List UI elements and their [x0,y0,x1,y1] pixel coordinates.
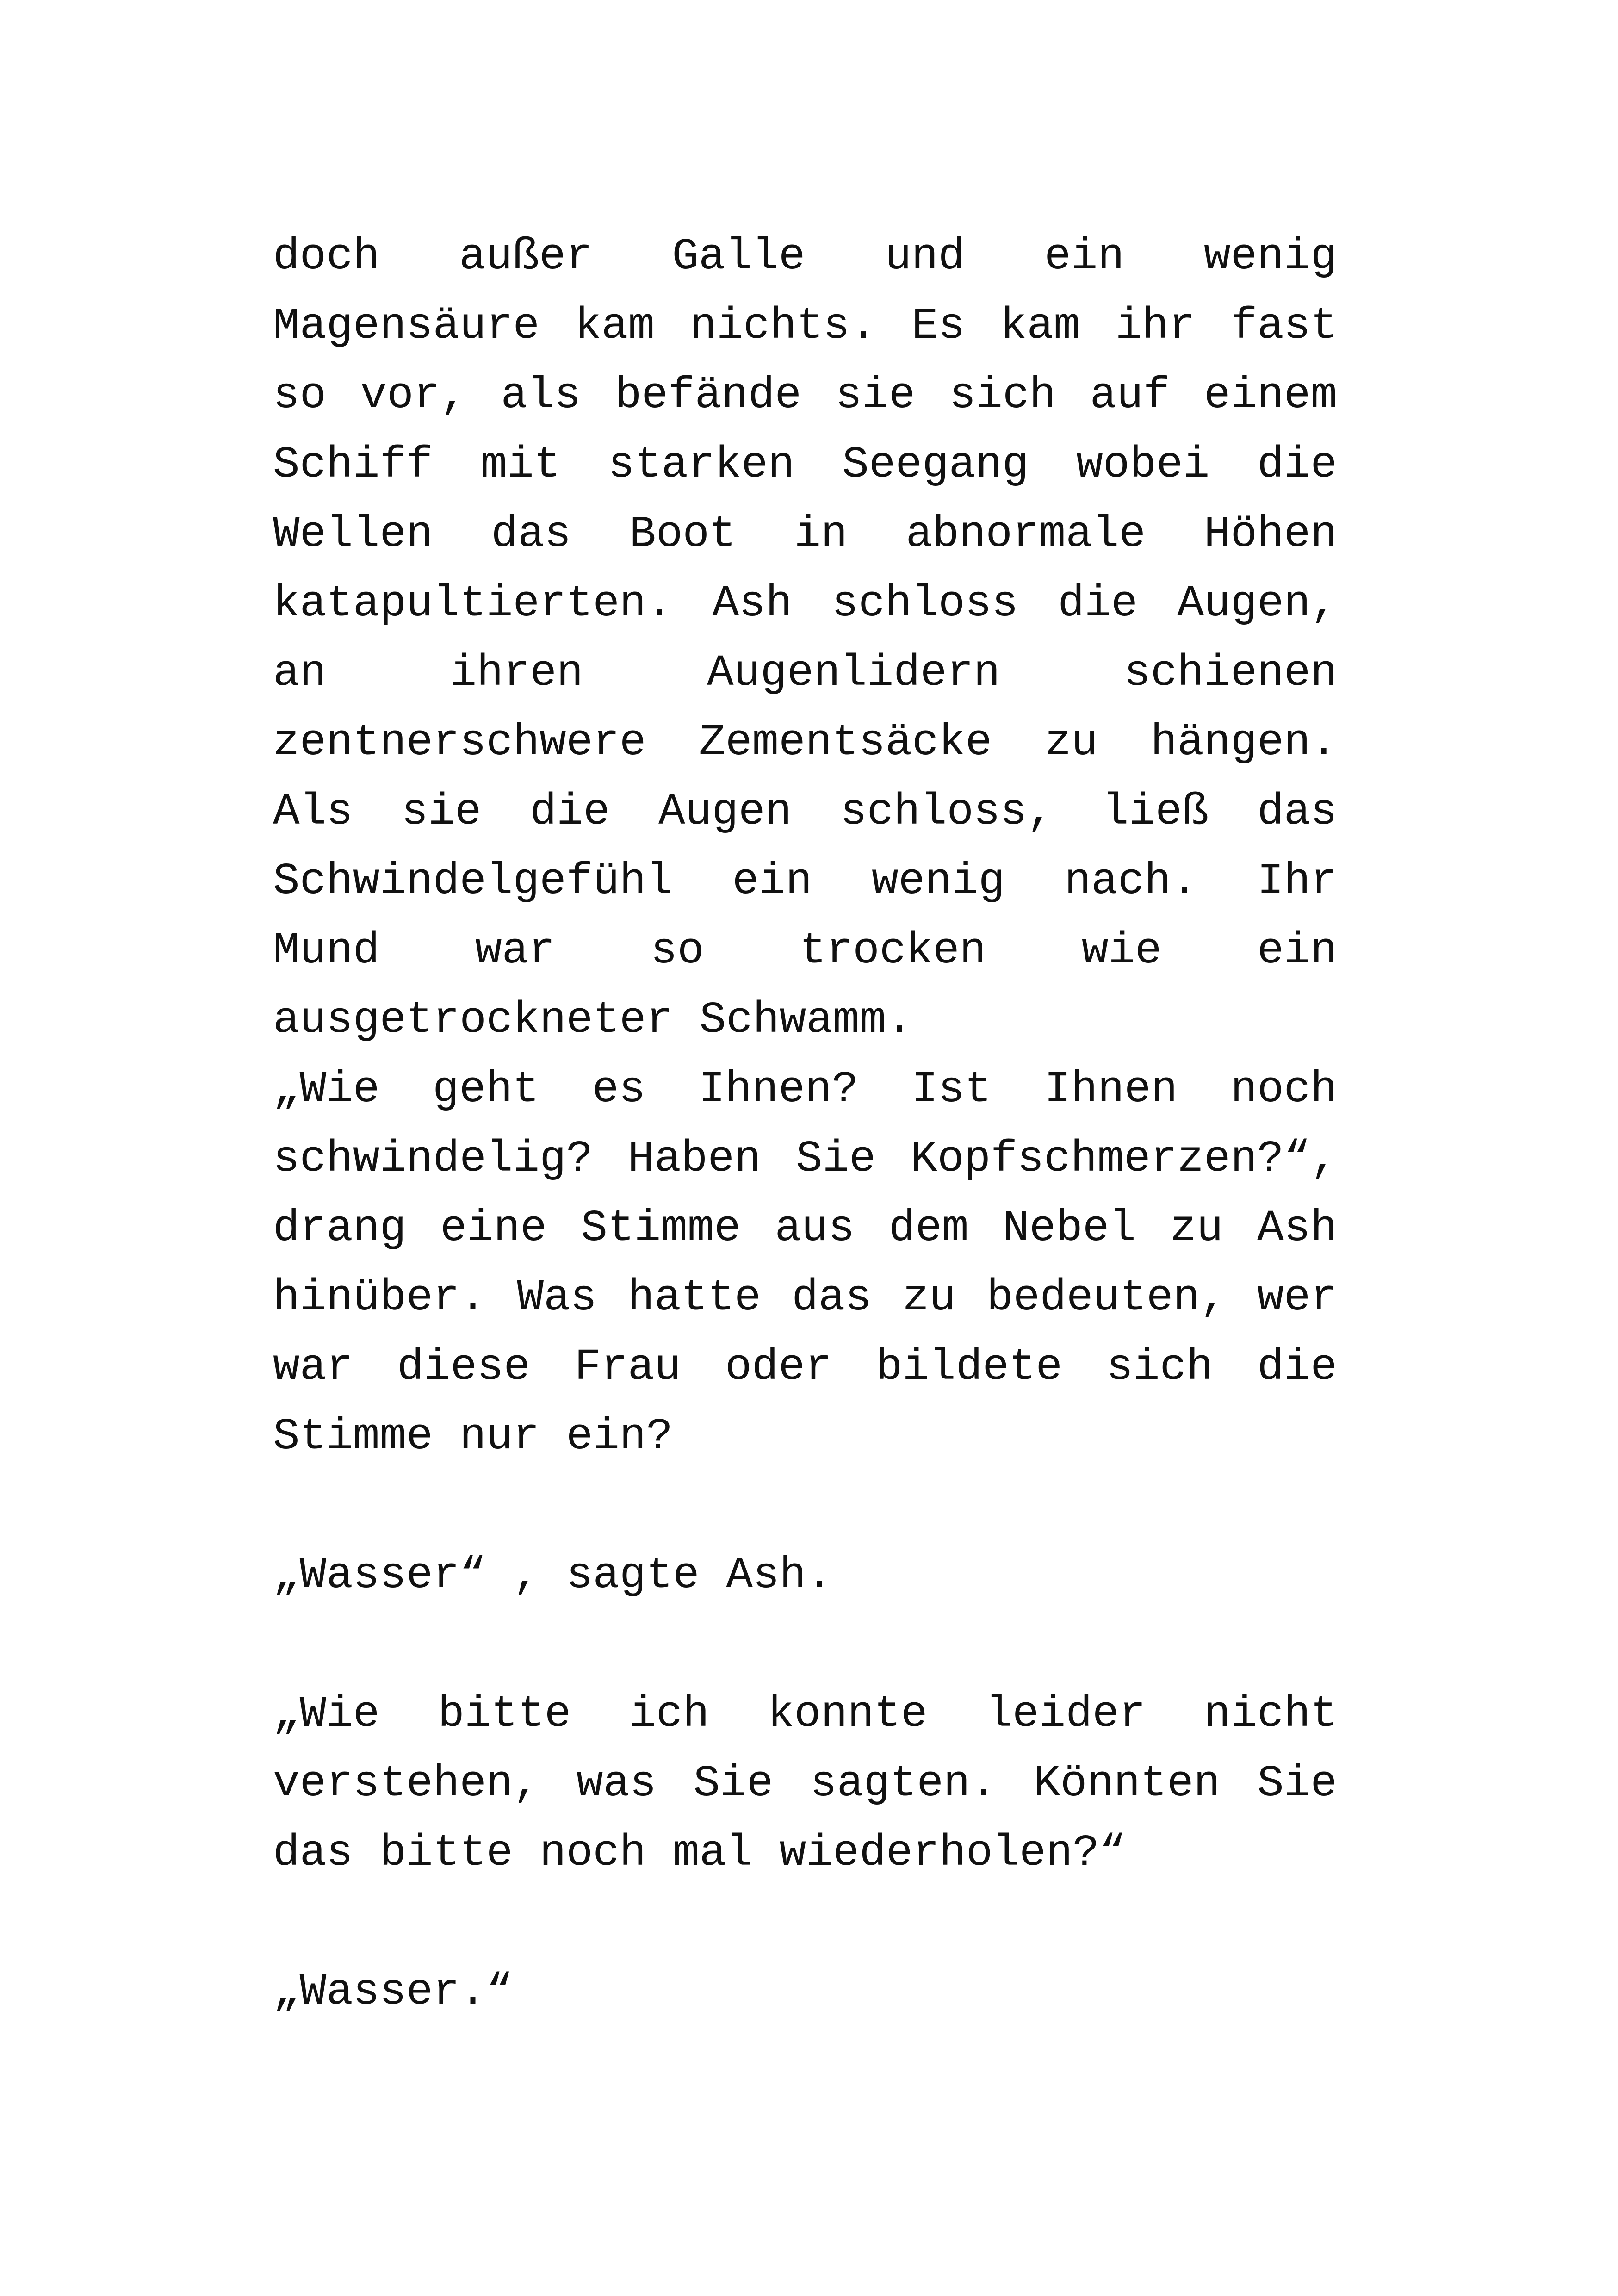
paragraph-2: „Wie geht es Ihnen? Ist Ihnen noch schwindelig? Haben Sie Kopfschmerzen?“, drang eine Stimme aus dem Nebel zu Ash hinüber. Was hatte das zu bedeuten, wer war diese Frau oder bildete sich die Stimme nur ein? [273,1064,1337,1462]
paragraph-gap [273,1610,1337,1680]
paragraph-1: doch außer Galle und ein wenig Magensäure kam nichts. Es kam ihr fast so vor, als befände sie sich auf einem Schiff mit starken Seegang wobei die Wellen das Boot in abnormale Höhen katapultierten. Ash schloss die Augen, an ihren Augenlidern schienen zentnerschwere Zementsäcke zu hängen. Als sie die Augen schloss, ließ das Schwindelgefühl ein wenig nach. Ihr Mund war so trocken wie ein ausgetrockneter Schwamm. [273,231,1337,1045]
paragraph-5: „Wasser.“ [273,1967,513,2017]
body-text [273,222,1337,2027]
paragraph-3: „Wasser“ , sagte Ash. [273,1550,833,1601]
paragraph-gap [273,1888,1337,1957]
paragraph-gap [273,1471,1337,1541]
paragraph-4: „Wie bitte ich konnte leider nicht verstehen, was Sie sagten. Könnten Sie das bitte noch mal wiederholen?“ [273,1689,1337,1878]
